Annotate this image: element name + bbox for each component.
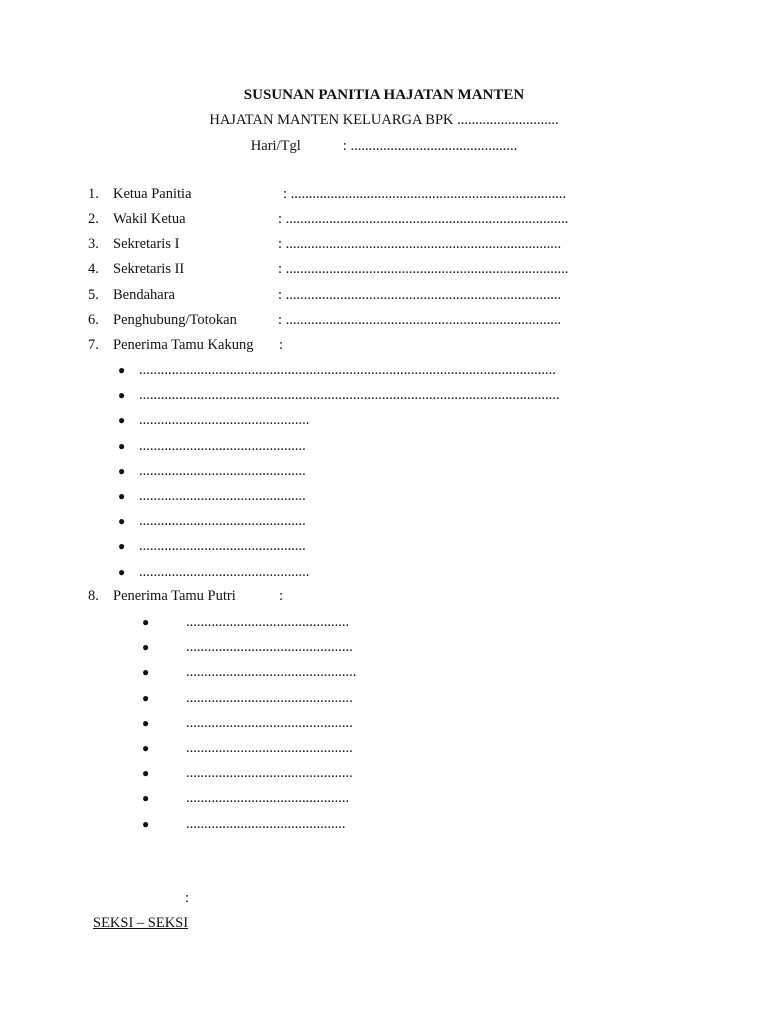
kakung-number: 7.	[88, 337, 99, 353]
role-number: 3.	[88, 236, 99, 252]
role-label: Wakil Ketua	[113, 211, 186, 227]
bullet-icon: ●	[118, 539, 126, 554]
kakung-colon: :	[279, 337, 284, 353]
kakung-bullet-line: ...............................................	[139, 563, 310, 580]
date-line	[0, 138, 768, 155]
bullet-icon: ●	[142, 640, 150, 655]
putri-bullet-line: ..............................................	[186, 714, 353, 731]
bullet-icon: ●	[118, 438, 126, 453]
role-label: Ketua Panitia	[113, 186, 192, 202]
role-number: 5.	[88, 287, 99, 303]
putri-bullet-line: ............................................	[186, 815, 346, 832]
role-value-line: : ............................................................................	[278, 236, 562, 252]
role-label: Penghubung/Totokan	[113, 312, 237, 328]
bullet-icon: ●	[142, 715, 150, 730]
date-label: Hari/Tgl	[250, 138, 301, 154]
trailing-colon: :	[185, 890, 190, 906]
role-value-line: : ............................................................................	[278, 287, 562, 303]
bullet-icon: ●	[142, 766, 150, 781]
kakung-bullet-line: ..............................................	[139, 462, 306, 479]
bullet-icon: ●	[142, 665, 150, 680]
bullet-icon: ●	[142, 816, 150, 831]
bullet-icon: ●	[142, 690, 150, 705]
putri-bullet-line: ..............................................	[186, 639, 353, 656]
kakung-label: Penerima Tamu Kakung	[113, 337, 254, 353]
section-title: SEKSI – SEKSI	[93, 915, 189, 931]
bullet-icon: ●	[118, 514, 126, 529]
role-number: 1.	[88, 186, 99, 202]
kakung-bullet-line: ..............................................	[139, 538, 306, 555]
putri-label: Penerima Tamu Putri	[113, 588, 236, 604]
role-value-line: : ..............................................................................	[278, 211, 569, 227]
kakung-bullet-line: ...................................................................................................................	[139, 362, 556, 378]
putri-bullet-line: ...............................................	[186, 664, 357, 681]
document-title: SUSUNAN PANITIA HAJATAN MANTEN	[243, 87, 525, 103]
kakung-bullet-line: ..............................................	[139, 513, 306, 530]
bullet-icon: ●	[118, 564, 126, 579]
role-value-line: : ..............................................................................	[278, 261, 569, 277]
role-label: Sekretaris II	[113, 261, 185, 277]
bullet-icon: ●	[118, 463, 126, 478]
role-number: 4.	[88, 261, 99, 277]
putri-colon: :	[279, 588, 284, 604]
role-number: 6.	[88, 312, 99, 328]
role-value-line: : ............................................................................	[283, 186, 567, 202]
putri-bullet-line: ..............................................	[186, 689, 353, 706]
bullet-icon: ●	[118, 413, 126, 428]
bullet-icon: ●	[118, 363, 126, 377]
kakung-bullet-line: ..............................................	[139, 488, 306, 504]
bullet-icon: ●	[142, 791, 150, 806]
putri-bullet-line: ..............................................	[186, 740, 353, 756]
role-value-line: : ............................................................................	[278, 312, 562, 328]
putri-bullet-line: ..............................................	[186, 765, 353, 782]
role-label: Sekretaris I	[113, 236, 180, 252]
kakung-bullet-line: ....................................................................................................................	[139, 387, 560, 404]
bullet-icon: ●	[118, 489, 126, 503]
role-label: Bendahara	[113, 287, 175, 303]
role-number: 2.	[88, 211, 99, 227]
putri-bullet-line: .............................................	[186, 790, 350, 807]
bullet-icon: ●	[118, 388, 126, 403]
putri-bullet-line: .............................................	[186, 614, 350, 630]
putri-number: 8.	[88, 588, 99, 604]
date-value: : ..............................................	[342, 138, 518, 154]
document-subtitle: HAJATAN MANTEN KELUARGA BPK ............................	[209, 112, 559, 128]
bullet-icon: ●	[142, 615, 150, 629]
kakung-bullet-line: ..............................................	[139, 437, 306, 454]
bullet-icon: ●	[142, 741, 150, 755]
kakung-bullet-line: ...............................................	[139, 412, 310, 429]
